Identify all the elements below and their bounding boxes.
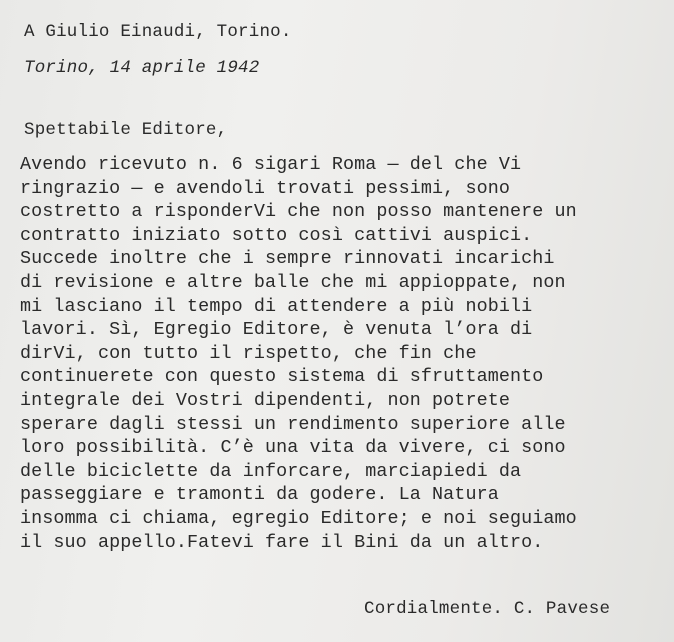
body-line: Succede inoltre che i sempre rinnovati incarichi bbox=[20, 248, 555, 270]
body-line: continuerete con questo sistema di sfruttamento bbox=[20, 366, 544, 388]
body-line: lavori. Sì, Egregio Editore, è venuta l’ora di bbox=[20, 319, 533, 341]
body-line: costretto a risponderVi che non posso mantenere un bbox=[20, 201, 577, 223]
body-line: dirVi, con tutto il rispetto, che fin che bbox=[20, 342, 477, 364]
letter-address: A Giulio Einaudi, Torino. bbox=[24, 22, 292, 42]
body-line: di revisione e altre balle che mi appioppate, non bbox=[20, 271, 566, 293]
body-line: contratto iniziato sotto così cattivi auspici. bbox=[20, 224, 533, 246]
body-line: passeggiare e tramonti da godere. La Natura bbox=[20, 484, 499, 506]
letter-date: Torino, 14 aprile 1942 bbox=[24, 58, 260, 78]
body-line: sperare dagli stessi un rendimento superiore alle bbox=[20, 413, 566, 435]
body-line: il suo appello.Fatevi fare il Bini da un altro. bbox=[20, 531, 544, 553]
body-line: delle biciclette da inforcare, marciapiedi da bbox=[20, 460, 522, 482]
letter-signature: Cordialmente. C. Pavese bbox=[364, 599, 611, 619]
body-line: loro possibilità. C’è una vita da vivere, ci sono bbox=[20, 437, 566, 459]
body-line: ringrazio — e avendoli trovati pessimi, sono bbox=[20, 177, 510, 199]
body-line: insomma ci chiama, egregio Editore; e noi seguiamo bbox=[20, 507, 577, 529]
letter-body bbox=[20, 153, 577, 554]
letter-salutation: Spettabile Editore, bbox=[24, 120, 228, 140]
body-line: integrale dei Vostri dipendenti, non potrete bbox=[20, 389, 510, 411]
body-line: Avendo ricevuto n. 6 sigari Roma — del che Vi bbox=[20, 154, 522, 175]
body-line: mi lasciano il tempo di attendere a più nobili bbox=[20, 295, 533, 317]
